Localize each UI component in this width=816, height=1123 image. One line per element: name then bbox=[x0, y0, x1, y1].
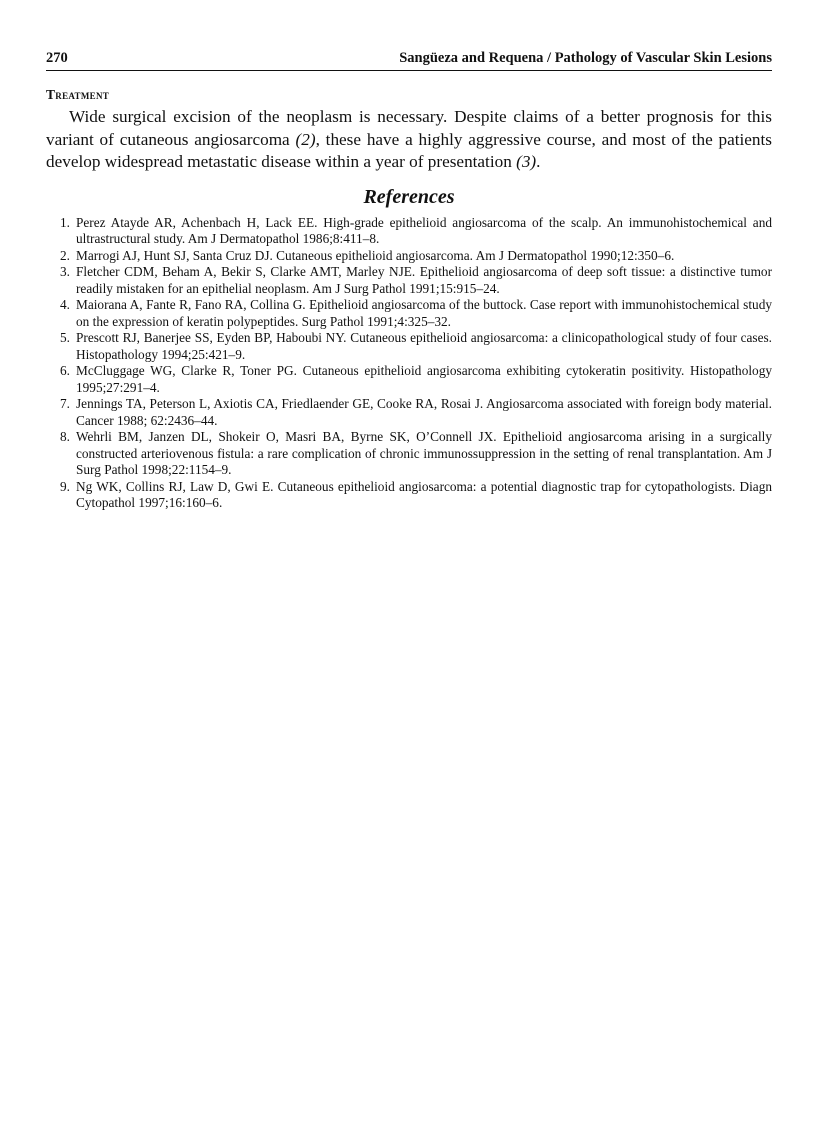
running-title bbox=[399, 50, 772, 67]
reference-text: Maiorana A, Fante R, Fano RA, Collina G. Epithelioid angiosarcoma of the buttock. Case report with immunohistochemical study on the expression of keratin polypeptides. Surg Pathol 1991;4:325–32. bbox=[76, 297, 772, 329]
reference-number: 9. bbox=[60, 478, 70, 494]
reference-text: Ng WK, Collins RJ, Law D, Gwi E. Cutaneous epithelioid angiosarcoma: a potential diagnostic trap for cytopathologists. Diagn Cytopathol 1997;16:160–6. bbox=[76, 478, 772, 510]
treatment-text-3: . bbox=[536, 152, 541, 171]
reference-item bbox=[46, 363, 772, 396]
section-heading-treatment: Treatment bbox=[46, 87, 110, 102]
reference-number: 6. bbox=[60, 363, 70, 378]
running-title-authors: Sangüeza and Requena bbox=[399, 50, 544, 66]
reference-text: Prescott RJ, Banerjee SS, Eyden BP, Haboubi NY. Cutaneous epithelioid angiosarcoma: a clinicopathological study of four cases. Histopathology 1994;25:421–9. bbox=[76, 330, 772, 362]
running-title-book: Pathology of Vascular Skin Lesions bbox=[554, 50, 772, 66]
reference-number: 3. bbox=[60, 264, 70, 279]
reference-text: Fletcher CDM, Beham A, Bekir S, Clarke AMT, Marley NJE. Epithelioid angiosarcoma of deep soft tissue: a distinctive tumor readily mistaken for an epithelial neoplasm. Am J Surg Pathol 1991;15:915–24. bbox=[76, 264, 772, 296]
reference-number: 1. bbox=[60, 214, 70, 230]
reference-number: 5. bbox=[60, 330, 70, 345]
reference-item bbox=[46, 479, 772, 512]
reference-text: McCluggage WG, Clarke R, Toner PG. Cutaneous epithelioid angiosarcoma exhibiting cytokeratin positivity. Histopathology 1995;27:291–4. bbox=[76, 363, 772, 395]
reference-item bbox=[46, 396, 772, 429]
citation-3: (3) bbox=[516, 152, 537, 171]
references-title: References bbox=[363, 185, 455, 208]
treatment-paragraph bbox=[46, 106, 772, 174]
reference-item bbox=[46, 215, 772, 248]
reference-text: Wehrli BM, Janzen DL, Shokeir O, Masri BA, Byrne SK, O’Connell JX. Epithelioid angiosarcoma arising in a surgically constructed arteriovenous fistula: a rare complication of chronic immunossuppression in the setting of renal transplantation. Am J Surg Pathol 1998;22:1154–9. bbox=[76, 429, 772, 477]
reference-item bbox=[46, 264, 772, 297]
reference-number: 2. bbox=[60, 247, 70, 263]
treatment-text-2: , these have a highly aggressive course, and most of the patients develop widespread metastatic disease within a year of presentation bbox=[46, 129, 772, 171]
reference-text: Marrogi AJ, Hunt SJ, Santa Cruz DJ. Cutaneous epithelioid angiosarcoma. Am J Dermatopathol 1990;12:350–6. bbox=[76, 247, 675, 263]
running-title-separator: / bbox=[543, 50, 555, 66]
book-page bbox=[46, 50, 772, 512]
running-header bbox=[46, 50, 772, 71]
reference-text: Jennings TA, Peterson L, Axiotis CA, Friedlaender GE, Cooke RA, Rosai J. Angiosarcoma associated with foreign body material. Cancer 1988; 62:2436–44. bbox=[76, 396, 772, 428]
reference-item bbox=[46, 248, 772, 265]
reference-text: Perez Atayde AR, Achenbach H, Lack EE. High-grade epithelioid angiosarcoma of the scalp. An immunohistochemical and ultrastructural study. Am J Dermatopathol 1986;8:411–8. bbox=[76, 214, 772, 246]
reference-number: 4. bbox=[60, 297, 70, 312]
reference-number: 7. bbox=[60, 396, 70, 411]
reference-number: 8. bbox=[60, 429, 70, 444]
references-list bbox=[46, 215, 772, 512]
treatment-text-1: Wide surgical excision of the neoplasm is necessary. Despite claims of a better prognosis for this variant of cutaneous angiosarcoma bbox=[46, 107, 772, 149]
reference-item bbox=[46, 330, 772, 363]
page-number: 270 bbox=[46, 50, 68, 66]
reference-item bbox=[46, 429, 772, 479]
reference-item bbox=[46, 297, 772, 330]
citation-2: (2) bbox=[295, 129, 316, 149]
